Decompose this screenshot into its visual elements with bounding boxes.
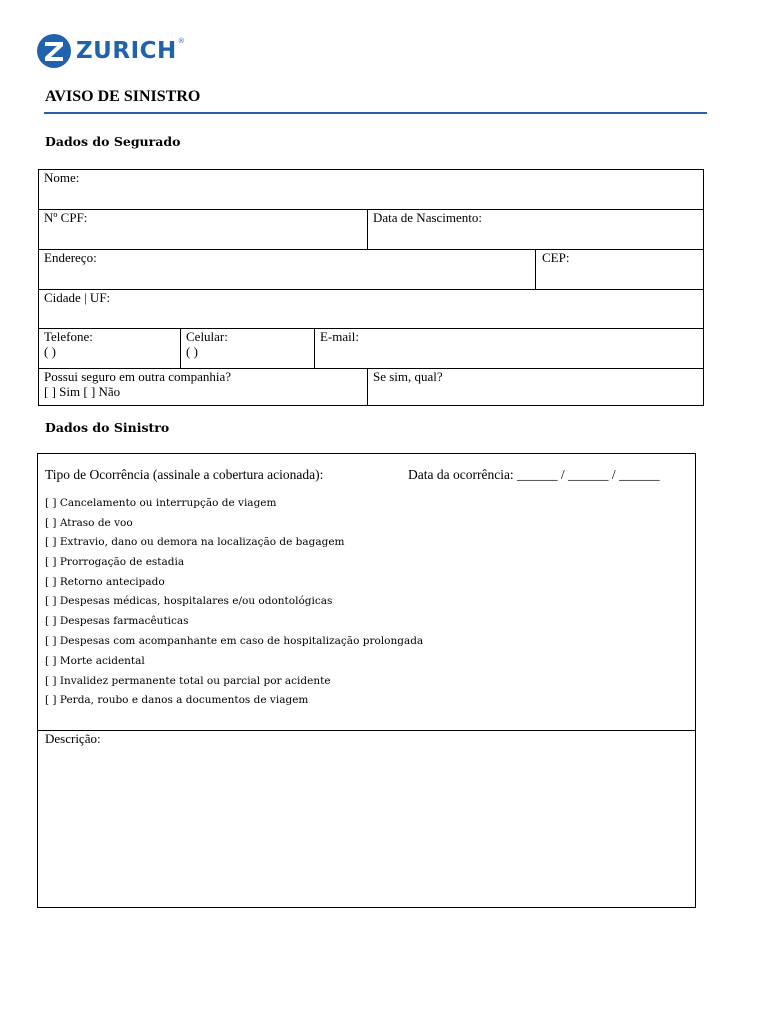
field-cidade-uf[interactable]: Cidade | UF:	[44, 290, 111, 305]
option-prorrogacao-estadia[interactable]: [ ] Prorrogação de estadia	[45, 556, 185, 568]
section-heading-segurado: Dados do Segurado	[45, 134, 181, 149]
celular-ddd: ( )	[186, 344, 198, 359]
field-celular[interactable]: Celular:	[186, 329, 228, 344]
data-ocorrencia-field[interactable]: Data da ocorrência: ______ / ______ / ______	[408, 467, 660, 482]
col-divider	[367, 368, 368, 406]
field-telefone[interactable]: Telefone:	[44, 329, 93, 344]
option-invalidez[interactable]: [ ] Invalidez permanente total ou parcial por acidente	[45, 675, 331, 687]
field-outro-seguro: Possui seguro em outra companhia?	[44, 369, 232, 384]
col-divider	[367, 209, 368, 249]
field-cpf[interactable]: Nº CPF:	[44, 210, 88, 225]
option-despesas-farmaceuticas[interactable]: [ ] Despesas farmacêuticas	[45, 615, 189, 627]
title-divider	[44, 112, 707, 114]
option-despesas-medicas[interactable]: [ ] Despesas médicas, hospitalares e/ou odontológicas	[45, 595, 333, 607]
col-divider	[314, 328, 315, 368]
option-morte-acidental[interactable]: [ ] Morte acidental	[45, 655, 145, 667]
option-cancelamento[interactable]: [ ] Cancelamento ou interrupção de viagem	[45, 497, 277, 509]
zurich-z-icon	[36, 33, 72, 69]
option-extravio-bagagem[interactable]: [ ] Extravio, dano ou demora na localização de bagagem	[45, 536, 345, 548]
col-divider	[535, 249, 536, 289]
form-title: AVISO DE SINISTRO	[45, 88, 201, 105]
telefone-ddd: ( )	[44, 344, 56, 359]
zurich-logo	[36, 33, 185, 69]
option-despesas-acompanhante[interactable]: [ ] Despesas com acompanhante em caso de hospitalização prolongada	[45, 635, 424, 647]
field-descricao[interactable]: Descrição:	[45, 731, 101, 746]
row-divider	[38, 289, 704, 290]
option-perda-documentos[interactable]: [ ] Perda, roubo e danos a documentos de viagem	[45, 694, 309, 706]
section-heading-sinistro: Dados do Sinistro	[45, 420, 170, 435]
brand-name: ZURICH	[76, 38, 177, 64]
option-retorno-antecipado[interactable]: [ ] Retorno antecipado	[45, 576, 165, 588]
field-se-sim-qual[interactable]: Se sim, qual?	[373, 369, 443, 384]
field-data-nascimento[interactable]: Data de Nascimento:	[373, 210, 483, 225]
tipo-ocorrencia-label: Tipo de Ocorrência (assinale a cobertura acionada):	[45, 467, 324, 482]
col-divider	[180, 328, 181, 368]
option-atraso-voo[interactable]: [ ] Atraso de voo	[45, 517, 133, 529]
descricao-divider	[37, 730, 696, 731]
row-divider	[38, 328, 704, 329]
row-divider	[38, 249, 704, 250]
field-email[interactable]: E-mail:	[320, 329, 359, 344]
field-nome[interactable]: Nome:	[44, 170, 80, 185]
field-endereco[interactable]: Endereço:	[44, 250, 97, 265]
registered-mark: ®	[177, 37, 185, 45]
sim-nao-checkboxes[interactable]: [ ] Sim [ ] Não	[44, 384, 121, 399]
field-cep[interactable]: CEP:	[542, 250, 570, 265]
row-divider	[38, 209, 704, 210]
